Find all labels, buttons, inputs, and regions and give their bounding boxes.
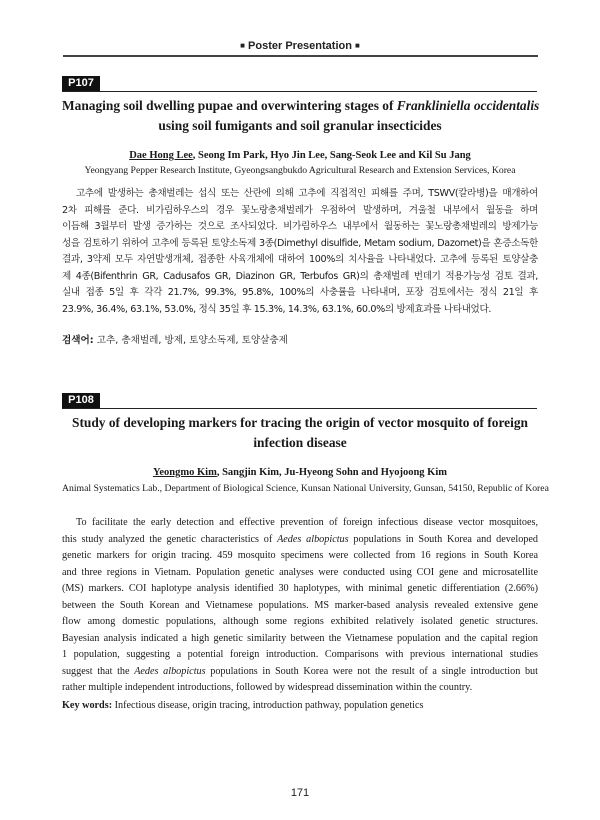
keywords-label: 검색어: — [62, 335, 94, 346]
species-name: Aedes albopictus — [277, 533, 349, 545]
keywords — [62, 700, 538, 711]
poster-title — [62, 96, 538, 136]
section-header — [0, 40, 600, 52]
abstract-line: 고추에 발생하는 총채벌레는 섭식 또는 산란에 의해 고추에 직접적인 피해를 주며, TSWV(칼라병)을 매개하여 — [76, 188, 538, 199]
title-line: infection disease — [253, 435, 347, 450]
keywords-text: Infectious disease, origin tracing, introduction pathway, population genetics — [114, 700, 424, 711]
title-line: Study of developing markers for tracing the origin of vector mosquito of foreign — [72, 415, 528, 430]
author-list — [62, 150, 538, 161]
abstract-line: 결과, 3약제 모두 자연발생개체, 접종한 사육개체에 대하여 100%의 치사율을 나타내었다. 고추에 등록된 토양살충 — [62, 254, 538, 265]
keywords-label: Key words: — [62, 700, 113, 711]
poster-rule — [62, 408, 537, 409]
affiliation: Yeongyang Pepper Research Institute, Gyeongsangbukdo Agricultural Research and Extension Services, Korea — [84, 165, 516, 176]
keywords-text: 고추, 총채벌레, 방제, 토양소독제, 토양살충제 — [96, 335, 288, 346]
title-line: Managing soil dwelling pupae and overwintering stages of Frankliniella occidentalis — [62, 98, 540, 113]
poster-id-badge: P107 — [62, 76, 100, 91]
abstract-line: (MS) markers. COI haplotype analysis identified 30 haplotypes, with minimal genetic differentiation (2.66%) — [62, 583, 538, 594]
header-rule — [63, 55, 538, 57]
presenting-author: Yeongmo Kim — [152, 467, 217, 478]
abstract-line: 제 4종(Bifenthrin GR, Cadusafos GR, Diazinon GR, Terbufos GR)의 총채벌레 번데기 적용가능성 검토 결과, — [62, 270, 538, 282]
abstract-line: Bayesian analysis indicated a high genetic similarity between the Vietnamese population and the capital region — [62, 632, 538, 644]
abstract-line: 2차 피해를 준다. 비가림하우스의 경우 꽃노랑총채벌레가 우점하여 발생하며, 겨울철 내부에서 월동을 하며 — [62, 204, 538, 216]
title-line: using soil fumigants and soil granular insecticides — [158, 118, 442, 133]
presenting-author: Dae Hong Lee — [129, 150, 193, 161]
poster-id-badge: P108 — [62, 393, 100, 408]
abstract-line: rather multiple independent introductions, followed by widespread dissemination within the country. — [62, 682, 473, 693]
abstract-line: 이듬해 3월부터 발생 증가하는 것으로 조사되었다. 비가림하우스 내부에서 월동하는 꽃노랑총채벌레의 방제가능 — [62, 221, 538, 232]
affiliation: Animal Systematics Lab., Department of Biological Science, Kunsan National University, Gunsan, 54150, Republic of Korea — [62, 483, 549, 494]
author-list — [62, 467, 538, 478]
abstract-line: 성을 검토하기 위하여 고추에 등록된 토양소독제 3종(Dimethyl disulfide, Metam sodium, Dazomet)을 혼증소독한 — [62, 237, 538, 249]
keywords — [62, 332, 538, 346]
abstract-line: and three regions in Vietnam. Population genetic analyses were conducted using COI gene and microsatellite — [62, 566, 538, 578]
abstract-line: between the South Korean and Vietnamese populations. MS marker-based analysis revealed extensive gene — [62, 599, 538, 611]
co-authors: , Sangjin Kim, Ju-Hyeong Sohn and Hyojoong Kim — [216, 467, 448, 478]
abstract — [62, 515, 538, 697]
abstract-line: 1 population, suggesting a potential foreign introduction. Comparisons with previous international studies — [62, 649, 538, 660]
square-bullet-icon: ■ — [355, 41, 360, 50]
abstract-line: genetic markers for origin tracing. 459 mosquito specimens were collected from 16 regions in South Korea — [62, 550, 538, 561]
abstract-line: flow among domestic populations, although some regions exhibited relatively isolated genetic structures. — [62, 616, 538, 627]
species-name: Aedes albopictus — [134, 665, 206, 677]
poster-rule — [62, 91, 537, 92]
square-bullet-icon: ■ — [240, 41, 245, 50]
co-authors: , Seong Im Park, Hyo Jin Lee, Sang-Seok Lee and Kil Su Jang — [192, 150, 471, 161]
abstract-line: 실내 접종 5일 후 각각 21.7%, 99.3%, 95.8%, 100%의 사충률을 나타내며, 포장 검토에서는 정식 21일 후 — [62, 287, 538, 298]
poster-title — [62, 413, 538, 453]
abstract-line: suggest that the Aedes albopictus populations in South Korea were not the result of a single introduction but — [62, 665, 538, 677]
abstract-line: 23.9%, 36.4%, 63.1%, 53.0%, 정식 35일 후 15.3%, 14.3%, 63.1%, 60.0%의 방제효과를 나타내었다. — [62, 303, 492, 315]
abstract — [62, 186, 538, 318]
species-name: Frankliniella occidentalis — [396, 98, 540, 113]
page-number: 171 — [290, 787, 310, 799]
abstract-line: this study analyzed the genetic characteristics of Aedes albopictus populations in South Korea and developed — [62, 533, 538, 545]
abstract-line: To facilitate the early detection and effective prevention of foreign infectious disease vector mosquitoes, — [76, 517, 538, 528]
section-header-label: Poster Presentation — [248, 40, 352, 52]
